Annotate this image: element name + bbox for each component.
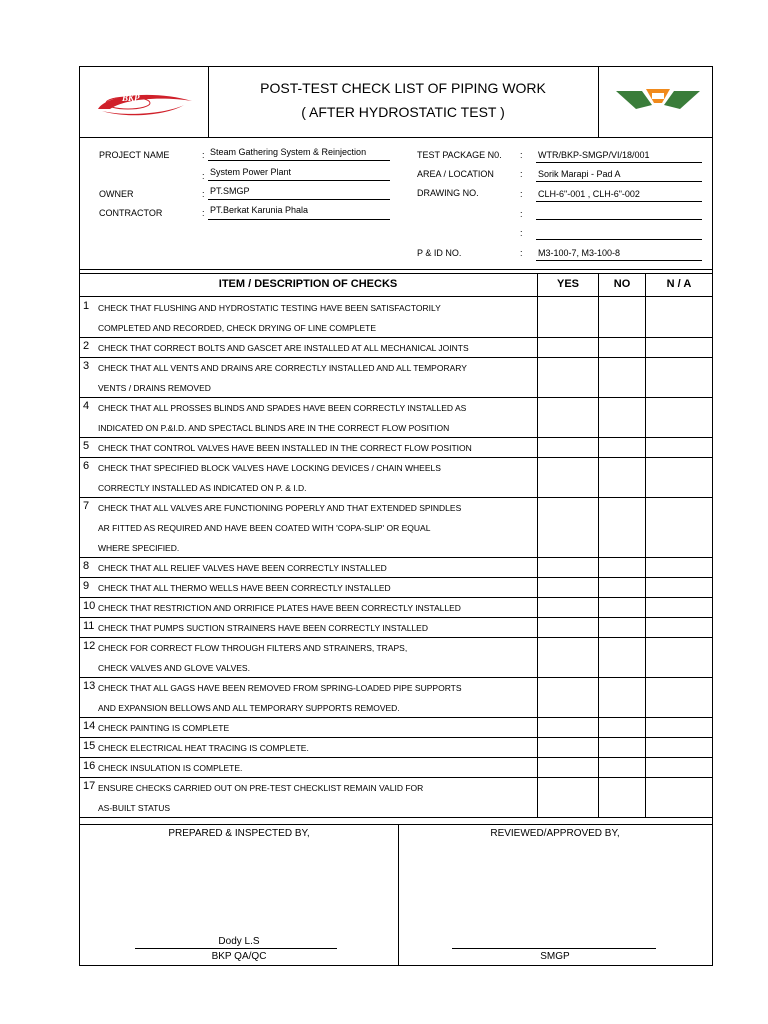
- check-item-number: 3: [83, 360, 90, 372]
- check-cell-na[interactable]: [646, 717, 712, 737]
- check-item-number: 10: [83, 600, 96, 612]
- check-item-number: 13: [83, 680, 96, 692]
- check-cell-na[interactable]: [646, 297, 712, 337]
- check-cell-na[interactable]: [646, 497, 712, 557]
- check-item-text: CHECK INSULATION IS COMPLETE.: [98, 763, 243, 773]
- check-cell-no[interactable]: [599, 297, 645, 337]
- check-item-number: 1: [83, 300, 90, 312]
- check-item-text: AND EXPANSION BELLOWS AND ALL TEMPORARY SUPPORTS REMOVED.: [98, 703, 400, 713]
- check-cell-yes[interactable]: [538, 297, 598, 337]
- check-item-text: CHECK THAT ALL GAGS HAVE BEEN REMOVED FROM SPRING-LOADED PIPE SUPPORTS: [98, 683, 462, 693]
- drawing-no-3-sep: :: [520, 228, 523, 238]
- check-cell-no[interactable]: [599, 637, 645, 677]
- signature-top-rule: [80, 824, 712, 825]
- pid-no-sep: :: [520, 248, 523, 258]
- drawing-no-2-sep: :: [520, 209, 523, 219]
- info-bottom-rule: [80, 269, 712, 270]
- check-cell-yes[interactable]: [538, 757, 598, 777]
- check-cell-yes[interactable]: [538, 637, 598, 677]
- check-item-text: CHECK THAT ALL RELIEF VALVES HAVE BEEN CORRECTLY INSTALLED: [98, 563, 387, 573]
- document-subtitle: ( AFTER HYDROSTATIC TEST ): [301, 104, 505, 120]
- check-item-text: CHECK PAINTING IS COMPLETE: [98, 723, 230, 733]
- test-package-label: TEST PACKAGE N0.: [417, 150, 502, 160]
- title-divider-left: [208, 67, 209, 137]
- check-cell-no[interactable]: [599, 337, 645, 357]
- check-cell-yes[interactable]: [538, 397, 598, 437]
- area-location-sep: :: [520, 169, 523, 179]
- contractor-underline: [208, 219, 390, 220]
- contractor-value: PT.Berkat Karunia Phala: [210, 205, 309, 215]
- check-item-number: 16: [83, 760, 96, 772]
- check-cell-no[interactable]: [599, 397, 645, 437]
- column-header-yes: YES: [556, 278, 579, 290]
- check-cell-yes[interactable]: [538, 777, 598, 817]
- check-item-text: INDICATED ON P.&I.D. AND SPECTACL BLINDS ARE IN THE CORRECT FLOW POSITION: [98, 423, 450, 433]
- check-cell-na[interactable]: [646, 557, 712, 577]
- check-item-text: CHECK VALVES AND GLOVE VALVES.: [98, 663, 250, 673]
- check-cell-na[interactable]: [646, 617, 712, 637]
- check-item-text: CHECK THAT CORRECT BOLTS AND GASCET ARE INSTALLED AT ALL MECHANICAL JOINTS: [98, 343, 469, 353]
- document-title: POST-TEST CHECK LIST OF PIPING WORK: [260, 80, 546, 96]
- prepared-by-name: Dody L.S: [218, 936, 260, 947]
- approved-by-title: REVIEWED/APPROVED BY,: [490, 828, 620, 839]
- check-cell-na[interactable]: [646, 777, 712, 817]
- check-item-text: CHECK THAT ALL VENTS AND DRAINS ARE CORRECTLY INSTALLED AND ALL TEMPORARY: [98, 363, 467, 373]
- check-cell-yes[interactable]: [538, 457, 598, 497]
- test-package-underline: [536, 162, 702, 163]
- drawing-no-2-underline: [536, 219, 702, 220]
- check-cell-yes[interactable]: [538, 737, 598, 757]
- check-item-text: WHERE SPECIFIED.: [98, 543, 180, 553]
- check-cell-no[interactable]: [599, 357, 645, 397]
- check-cell-na[interactable]: [646, 757, 712, 777]
- check-cell-yes[interactable]: [538, 357, 598, 397]
- test-package-value: WTR/BKP-SMGP/VI/18/001: [538, 150, 650, 160]
- owner-sep: :: [202, 189, 205, 199]
- check-item-number: 14: [83, 720, 96, 732]
- check-item-text: CHECK THAT ALL THERMO WELLS HAVE BEEN CORRECTLY INSTALLED: [98, 583, 391, 593]
- check-item-text: AR FITTED AS REQUIRED AND HAVE BEEN COATED WITH 'COPA-SLIP' OR EQUAL: [98, 523, 431, 533]
- check-cell-no[interactable]: [599, 597, 645, 617]
- check-cell-na[interactable]: [646, 637, 712, 677]
- project-name-2-underline: [208, 180, 390, 181]
- project-name-2-sep: :: [202, 171, 205, 181]
- column-header-na: N / A: [666, 278, 692, 290]
- bkp-logo: [88, 81, 198, 121]
- check-item-number: 11: [83, 620, 95, 632]
- check-item-text: CHECK FOR CORRECT FLOW THROUGH FILTERS AND STRAINERS, TRAPS,: [98, 643, 408, 653]
- drawing-no-sep: :: [520, 189, 523, 199]
- drawing-no-label: DRAWING NO.: [417, 188, 479, 198]
- check-item-text: CHECK THAT ALL PROSSES BLINDS AND SPADES HAVE BEEN CORRECTLY INSTALLED AS: [98, 403, 467, 413]
- signature-divider: [398, 824, 399, 965]
- check-item-text: AS-BUILT STATUS: [98, 803, 171, 813]
- check-cell-na[interactable]: [646, 677, 712, 717]
- title-divider-right: [598, 67, 599, 137]
- check-cell-yes[interactable]: [538, 577, 598, 597]
- check-item-text: CHECK THAT ALL VALVES ARE FUNCTIONING POPERLY AND THAT EXTENDED SPINDLES: [98, 503, 462, 513]
- check-cell-na[interactable]: [646, 737, 712, 757]
- check-cell-yes[interactable]: [538, 717, 598, 737]
- check-cell-na[interactable]: [646, 577, 712, 597]
- check-cell-yes[interactable]: [538, 557, 598, 577]
- check-cell-no[interactable]: [599, 737, 645, 757]
- checklist-sheet: [79, 66, 713, 966]
- column-header-no: NO: [613, 278, 631, 290]
- check-cell-yes[interactable]: [538, 617, 598, 637]
- check-cell-no[interactable]: [599, 497, 645, 557]
- contractor-label: CONTRACTOR: [99, 208, 163, 218]
- check-item-text: CHECK THAT SPECIFIED BLOCK VALVES HAVE LOCKING DEVICES / CHAIN WHEELS: [98, 463, 441, 473]
- project-name-sep: :: [202, 150, 205, 160]
- check-item-number: 4: [83, 400, 90, 412]
- project-name-label: PROJECT NAME: [99, 150, 170, 160]
- title-bottom-rule: [80, 137, 712, 138]
- check-cell-yes[interactable]: [538, 677, 598, 717]
- check-item-text: COMPLETED AND RECORDED, CHECK DRYING OF LINE COMPLETE: [98, 323, 377, 333]
- project-name-underline: [208, 160, 390, 161]
- check-item-text: CHECK THAT CONTROL VALVES HAVE BEEN INSTALLED IN THE CORRECT FLOW POSITION: [98, 443, 472, 453]
- prepared-by-title: PREPARED & INSPECTED BY,: [168, 828, 310, 839]
- project-name-value: Steam Gathering System & Reinjection: [210, 147, 367, 157]
- check-item-number: 5: [83, 440, 90, 452]
- bkp-logo-text: BKP: [122, 93, 140, 103]
- prepared-by-org: BKP QA/QC: [211, 951, 267, 962]
- pid-no-value: M3-100-7, M3-100-8: [538, 248, 621, 258]
- row-divider: [80, 817, 712, 818]
- check-cell-no[interactable]: [599, 677, 645, 717]
- check-item-text: CORRECTLY INSTALLED AS INDICATED ON P. & I.D.: [98, 483, 307, 493]
- check-cell-na[interactable]: [646, 457, 712, 497]
- check-cell-na[interactable]: [646, 597, 712, 617]
- area-location-label: AREA / LOCATION: [417, 169, 494, 179]
- approved-by-signature-line: [452, 948, 656, 949]
- column-header-item: ITEM / DESCRIPTION OF CHECKS: [218, 278, 398, 290]
- info-bottom-rule-double: [80, 273, 712, 274]
- area-location-value: Sorik Marapi - Pad A: [538, 169, 621, 179]
- pid-no-label: P & ID NO.: [417, 248, 462, 258]
- drawing-no-value: CLH-6"-001 , CLH-6"-002: [538, 189, 640, 199]
- check-cell-no[interactable]: [599, 777, 645, 817]
- check-item-text: VENTS / DRAINS REMOVED: [98, 383, 211, 393]
- drawing-no-3-underline: [536, 239, 702, 240]
- check-item-text: ENSURE CHECKS CARRIED OUT ON PRE-TEST CHECKLIST REMAIN VALID FOR: [98, 783, 424, 793]
- check-item-text: CHECK THAT PUMPS SUCTION STRAINERS HAVE BEEN CORRECTLY INSTALLED: [98, 623, 428, 633]
- check-item-number: 8: [83, 560, 90, 572]
- check-cell-na[interactable]: [646, 357, 712, 397]
- check-cell-na[interactable]: [646, 397, 712, 437]
- owner-value: PT.SMGP: [210, 186, 250, 196]
- check-cell-no[interactable]: [599, 457, 645, 497]
- check-item-number: 9: [83, 580, 90, 592]
- pid-no-underline: [536, 260, 702, 261]
- check-cell-na[interactable]: [646, 337, 712, 357]
- approved-by-org: SMGP: [540, 951, 570, 962]
- check-item-text: CHECK THAT FLUSHING AND HYDROSTATIC TESTING HAVE BEEN SATISFACTORILY: [98, 303, 441, 313]
- check-item-number: 2: [83, 340, 90, 352]
- smgp-logo: [612, 81, 704, 119]
- check-cell-no[interactable]: [599, 577, 645, 597]
- check-cell-no[interactable]: [599, 437, 645, 457]
- owner-label: OWNER: [99, 189, 134, 199]
- check-item-text: CHECK ELECTRICAL HEAT TRACING IS COMPLETE.: [98, 743, 309, 753]
- check-cell-no[interactable]: [599, 717, 645, 737]
- area-location-underline: [536, 181, 702, 182]
- check-cell-yes[interactable]: [538, 337, 598, 357]
- check-item-number: 6: [83, 460, 90, 472]
- check-cell-yes[interactable]: [538, 437, 598, 457]
- check-item-number: 7: [83, 500, 90, 512]
- owner-underline: [208, 199, 390, 200]
- check-item-number: 17: [83, 780, 96, 792]
- prepared-by-signature-line: [135, 948, 337, 949]
- project-name-2-value: System Power Plant: [210, 167, 292, 177]
- check-item-number: 15: [83, 740, 96, 752]
- contractor-sep: :: [202, 208, 205, 218]
- check-cell-no[interactable]: [599, 757, 645, 777]
- check-cell-no[interactable]: [599, 617, 645, 637]
- check-cell-no[interactable]: [599, 557, 645, 577]
- check-item-number: 12: [83, 640, 96, 652]
- test-package-sep: :: [520, 150, 523, 160]
- check-cell-na[interactable]: [646, 437, 712, 457]
- check-item-text: CHECK THAT RESTRICTION AND ORRIFICE PLATES HAVE BEEN CORRECTLY INSTALLED: [98, 603, 461, 613]
- drawing-no-underline: [536, 201, 702, 202]
- check-cell-yes[interactable]: [538, 497, 598, 557]
- check-cell-yes[interactable]: [538, 597, 598, 617]
